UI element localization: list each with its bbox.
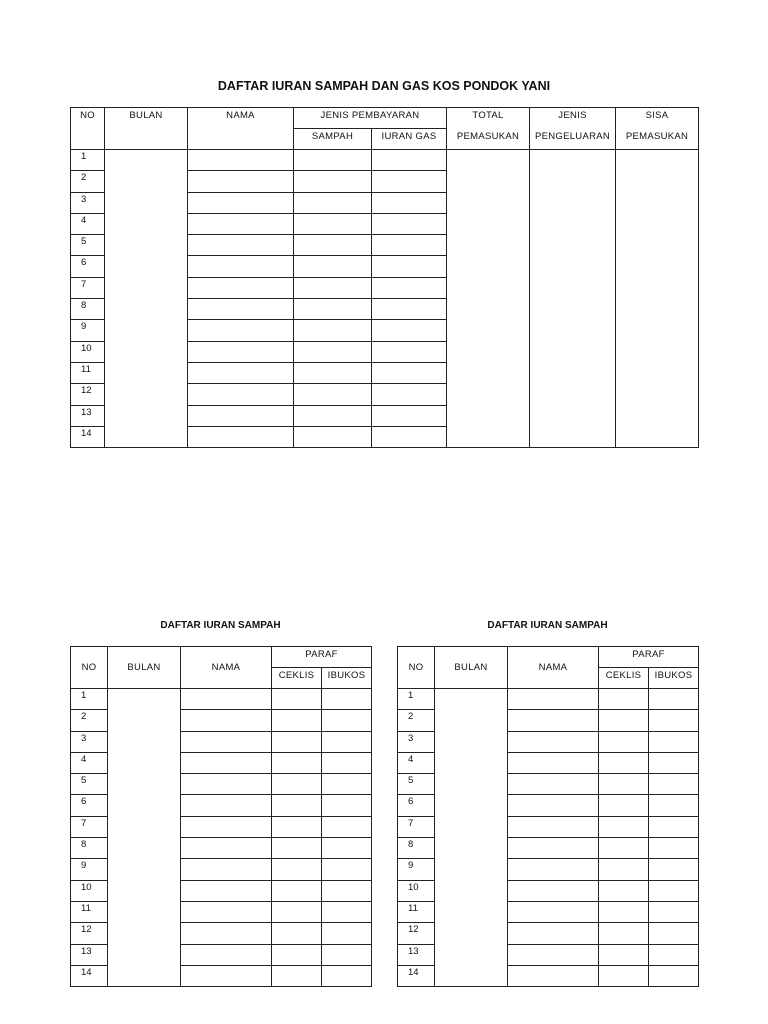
row-number: 11	[398, 901, 435, 922]
nama-cell[interactable]	[181, 880, 272, 901]
row-number: 8	[71, 838, 108, 859]
nama-cell[interactable]	[508, 880, 599, 901]
iuran-gas-cell[interactable]	[372, 341, 447, 362]
sampah-cell[interactable]	[294, 277, 372, 298]
ibukos-cell[interactable]	[322, 901, 372, 922]
nama-cell[interactable]	[508, 731, 599, 752]
row-number: 13	[71, 944, 108, 965]
ceklis-cell[interactable]	[599, 838, 649, 859]
nama-cell[interactable]	[188, 235, 294, 256]
row-number: 1	[71, 150, 105, 171]
nama-cell[interactable]	[508, 944, 599, 965]
nama-cell[interactable]	[181, 795, 272, 816]
row-number: 4	[71, 213, 105, 234]
iuran-gas-cell[interactable]	[372, 171, 447, 192]
ceklis-cell[interactable]	[272, 816, 322, 837]
table-row	[398, 689, 699, 710]
ceklis-cell[interactable]	[272, 689, 322, 710]
row-number: 6	[398, 795, 435, 816]
header-no: NO	[71, 108, 105, 150]
row-number: 14	[71, 426, 105, 447]
nama-cell[interactable]	[188, 299, 294, 320]
sampah-cell[interactable]	[294, 299, 372, 320]
row-number: 5	[71, 235, 105, 256]
nama-cell[interactable]	[188, 256, 294, 277]
left-header-nama: NAMA	[181, 647, 272, 689]
row-number: 9	[398, 859, 435, 880]
ibukos-cell[interactable]	[322, 923, 372, 944]
nama-cell[interactable]	[188, 192, 294, 213]
ibukos-cell[interactable]	[322, 859, 372, 880]
header-sampah: SAMPAH	[294, 129, 372, 150]
iuran-gas-cell[interactable]	[372, 277, 447, 298]
row-number: 3	[71, 731, 108, 752]
nama-cell[interactable]	[508, 838, 599, 859]
ibukos-cell[interactable]	[649, 795, 699, 816]
sampah-cell[interactable]	[294, 171, 372, 192]
nama-cell[interactable]	[508, 859, 599, 880]
row-number: 1	[71, 689, 108, 710]
iuran-gas-cell[interactable]	[372, 150, 447, 171]
ibukos-cell[interactable]	[322, 838, 372, 859]
row-number: 5	[398, 774, 435, 795]
row-number: 12	[71, 923, 108, 944]
bulan-cell[interactable]	[108, 689, 181, 987]
nama-cell[interactable]	[188, 171, 294, 192]
header-pengeluaran: PENGELUARAN	[530, 129, 616, 150]
right-header-bulan: BULAN	[435, 647, 508, 689]
nama-cell[interactable]	[188, 213, 294, 234]
row-number: 11	[71, 901, 108, 922]
row-number: 4	[398, 752, 435, 773]
ibukos-cell[interactable]	[322, 710, 372, 731]
row-number: 13	[398, 944, 435, 965]
nama-cell[interactable]	[508, 689, 599, 710]
sampah-cell[interactable]	[294, 235, 372, 256]
ceklis-cell[interactable]	[599, 901, 649, 922]
ceklis-cell[interactable]	[272, 774, 322, 795]
header-bulan: BULAN	[105, 108, 188, 150]
table-row	[71, 689, 372, 710]
nama-cell[interactable]	[181, 944, 272, 965]
nama-cell[interactable]	[188, 277, 294, 298]
row-number: 10	[71, 341, 105, 362]
header-total: TOTAL	[447, 108, 530, 129]
row-number: 12	[71, 384, 105, 405]
row-number: 5	[71, 774, 108, 795]
row-number: 12	[398, 923, 435, 944]
header-nama: NAMA	[188, 108, 294, 150]
left-header-ibukos: IBUKOS	[322, 668, 372, 689]
iuran-gas-cell[interactable]	[372, 192, 447, 213]
row-number: 8	[398, 838, 435, 859]
right-header-paraf: PARAF	[599, 647, 699, 668]
ibukos-cell[interactable]	[649, 880, 699, 901]
iuran-gas-cell[interactable]	[372, 405, 447, 426]
iuran-gas-cell[interactable]	[372, 235, 447, 256]
left-header-paraf: PARAF	[272, 647, 372, 668]
nama-cell[interactable]	[508, 923, 599, 944]
jenis-pengeluaran-cell[interactable]	[530, 150, 616, 448]
row-number: 10	[398, 880, 435, 901]
ceklis-cell[interactable]	[272, 710, 322, 731]
ibukos-cell[interactable]	[322, 965, 372, 986]
nama-cell[interactable]	[181, 901, 272, 922]
row-number: 7	[71, 816, 108, 837]
ibukos-cell[interactable]	[649, 838, 699, 859]
ibukos-cell[interactable]	[322, 880, 372, 901]
nama-cell[interactable]	[181, 752, 272, 773]
left-iuran-sampah-table	[70, 646, 372, 987]
sisa-pemasukan-cell[interactable]	[616, 150, 699, 448]
ibukos-cell[interactable]	[649, 923, 699, 944]
ibukos-cell[interactable]	[649, 944, 699, 965]
row-number: 3	[398, 731, 435, 752]
nama-cell[interactable]	[508, 965, 599, 986]
ibukos-cell[interactable]	[322, 816, 372, 837]
sampah-cell[interactable]	[294, 426, 372, 447]
sampah-cell[interactable]	[294, 256, 372, 277]
ceklis-cell[interactable]	[272, 752, 322, 773]
ceklis-cell[interactable]	[272, 965, 322, 986]
nama-cell[interactable]	[181, 731, 272, 752]
row-number: 2	[71, 710, 108, 731]
iuran-gas-cell[interactable]	[372, 320, 447, 341]
right-header-ceklis: CEKLIS	[599, 668, 649, 689]
main-iuran-table	[70, 107, 699, 448]
ibukos-cell[interactable]	[649, 752, 699, 773]
nama-cell[interactable]	[508, 774, 599, 795]
ibukos-cell[interactable]	[649, 965, 699, 986]
nama-cell[interactable]	[181, 838, 272, 859]
row-number: 6	[71, 256, 105, 277]
ceklis-cell[interactable]	[599, 689, 649, 710]
row-number: 14	[398, 965, 435, 986]
ceklis-cell[interactable]	[599, 944, 649, 965]
ceklis-cell[interactable]	[272, 944, 322, 965]
ibukos-cell[interactable]	[322, 752, 372, 773]
row-number: 9	[71, 859, 108, 880]
iuran-gas-cell[interactable]	[372, 384, 447, 405]
total-pemasukan-cell[interactable]	[447, 150, 530, 448]
header-iuran-gas: IURAN GAS	[372, 129, 447, 150]
ibukos-cell[interactable]	[649, 859, 699, 880]
nama-cell[interactable]	[181, 710, 272, 731]
table-row	[71, 150, 699, 171]
left-header-bulan: BULAN	[108, 647, 181, 689]
row-number: 3	[71, 192, 105, 213]
ibukos-cell[interactable]	[322, 795, 372, 816]
ibukos-cell[interactable]	[649, 901, 699, 922]
iuran-gas-cell[interactable]	[372, 362, 447, 383]
sampah-cell[interactable]	[294, 384, 372, 405]
bulan-cell[interactable]	[105, 150, 188, 448]
header-sisa-pemasukan: PEMASUKAN	[616, 129, 699, 150]
row-number: 14	[71, 965, 108, 986]
header-sisa: SISA	[616, 108, 699, 129]
ceklis-cell[interactable]	[599, 816, 649, 837]
nama-cell[interactable]	[188, 405, 294, 426]
ceklis-cell[interactable]	[272, 795, 322, 816]
nama-cell[interactable]	[181, 816, 272, 837]
sampah-cell[interactable]	[294, 405, 372, 426]
nama-cell[interactable]	[188, 426, 294, 447]
header-pemasukan: PEMASUKAN	[447, 129, 530, 150]
nama-cell[interactable]	[508, 795, 599, 816]
ceklis-cell[interactable]	[272, 923, 322, 944]
ibukos-cell[interactable]	[649, 731, 699, 752]
ibukos-cell[interactable]	[649, 689, 699, 710]
row-number: 7	[398, 816, 435, 837]
right-header-ibukos: IBUKOS	[649, 668, 699, 689]
row-number: 4	[71, 752, 108, 773]
iuran-gas-cell[interactable]	[372, 426, 447, 447]
sampah-cell[interactable]	[294, 320, 372, 341]
row-number: 13	[71, 405, 105, 426]
ibukos-cell[interactable]	[322, 774, 372, 795]
ceklis-cell[interactable]	[272, 838, 322, 859]
header-jenis: JENIS	[530, 108, 616, 129]
left-table-title: DAFTAR IURAN SAMPAH	[160, 620, 281, 631]
row-number: 2	[398, 710, 435, 731]
row-number: 7	[71, 277, 105, 298]
nama-cell[interactable]	[188, 362, 294, 383]
ibukos-cell[interactable]	[322, 944, 372, 965]
nama-cell[interactable]	[508, 752, 599, 773]
row-number: 8	[71, 299, 105, 320]
ceklis-cell[interactable]	[599, 774, 649, 795]
nama-cell[interactable]	[181, 689, 272, 710]
row-number: 6	[71, 795, 108, 816]
nama-cell[interactable]	[508, 901, 599, 922]
row-number: 9	[71, 320, 105, 341]
ceklis-cell[interactable]	[272, 901, 322, 922]
iuran-gas-cell[interactable]	[372, 256, 447, 277]
iuran-gas-cell[interactable]	[372, 213, 447, 234]
right-iuran-sampah-table	[397, 646, 699, 987]
row-number: 11	[71, 362, 105, 383]
nama-cell[interactable]	[188, 320, 294, 341]
header-jenis-pembayaran: JENIS PEMBAYARAN	[294, 108, 447, 129]
left-header-ceklis: CEKLIS	[272, 668, 322, 689]
nama-cell[interactable]	[181, 965, 272, 986]
main-title: DAFTAR IURAN SAMPAH DAN GAS KOS PONDOK YANI	[217, 79, 551, 93]
sampah-cell[interactable]	[294, 362, 372, 383]
row-number: 10	[71, 880, 108, 901]
ibukos-cell[interactable]	[649, 774, 699, 795]
sampah-cell[interactable]	[294, 341, 372, 362]
bulan-cell[interactable]	[435, 689, 508, 987]
nama-cell[interactable]	[181, 859, 272, 880]
row-number: 2	[71, 171, 105, 192]
right-header-nama: NAMA	[508, 647, 599, 689]
nama-cell[interactable]	[181, 774, 272, 795]
sampah-cell[interactable]	[294, 213, 372, 234]
right-table-title: DAFTAR IURAN SAMPAH	[487, 620, 608, 631]
ceklis-cell[interactable]	[599, 752, 649, 773]
nama-cell[interactable]	[508, 710, 599, 731]
nama-cell[interactable]	[181, 923, 272, 944]
ceklis-cell[interactable]	[272, 880, 322, 901]
left-header-no: NO	[71, 647, 108, 689]
ceklis-cell[interactable]	[599, 880, 649, 901]
ibukos-cell[interactable]	[322, 689, 372, 710]
nama-cell[interactable]	[508, 816, 599, 837]
ceklis-cell[interactable]	[599, 710, 649, 731]
ceklis-cell[interactable]	[599, 923, 649, 944]
ceklis-cell[interactable]	[272, 859, 322, 880]
sampah-cell[interactable]	[294, 150, 372, 171]
right-header-no: NO	[398, 647, 435, 689]
nama-cell[interactable]	[188, 150, 294, 171]
nama-cell[interactable]	[188, 384, 294, 405]
ceklis-cell[interactable]	[599, 965, 649, 986]
row-number: 1	[398, 689, 435, 710]
ceklis-cell[interactable]	[599, 731, 649, 752]
ceklis-cell[interactable]	[272, 731, 322, 752]
sampah-cell[interactable]	[294, 192, 372, 213]
ceklis-cell[interactable]	[599, 859, 649, 880]
ceklis-cell[interactable]	[599, 795, 649, 816]
nama-cell[interactable]	[188, 341, 294, 362]
ibukos-cell[interactable]	[649, 710, 699, 731]
ibukos-cell[interactable]	[322, 731, 372, 752]
ibukos-cell[interactable]	[649, 816, 699, 837]
iuran-gas-cell[interactable]	[372, 299, 447, 320]
